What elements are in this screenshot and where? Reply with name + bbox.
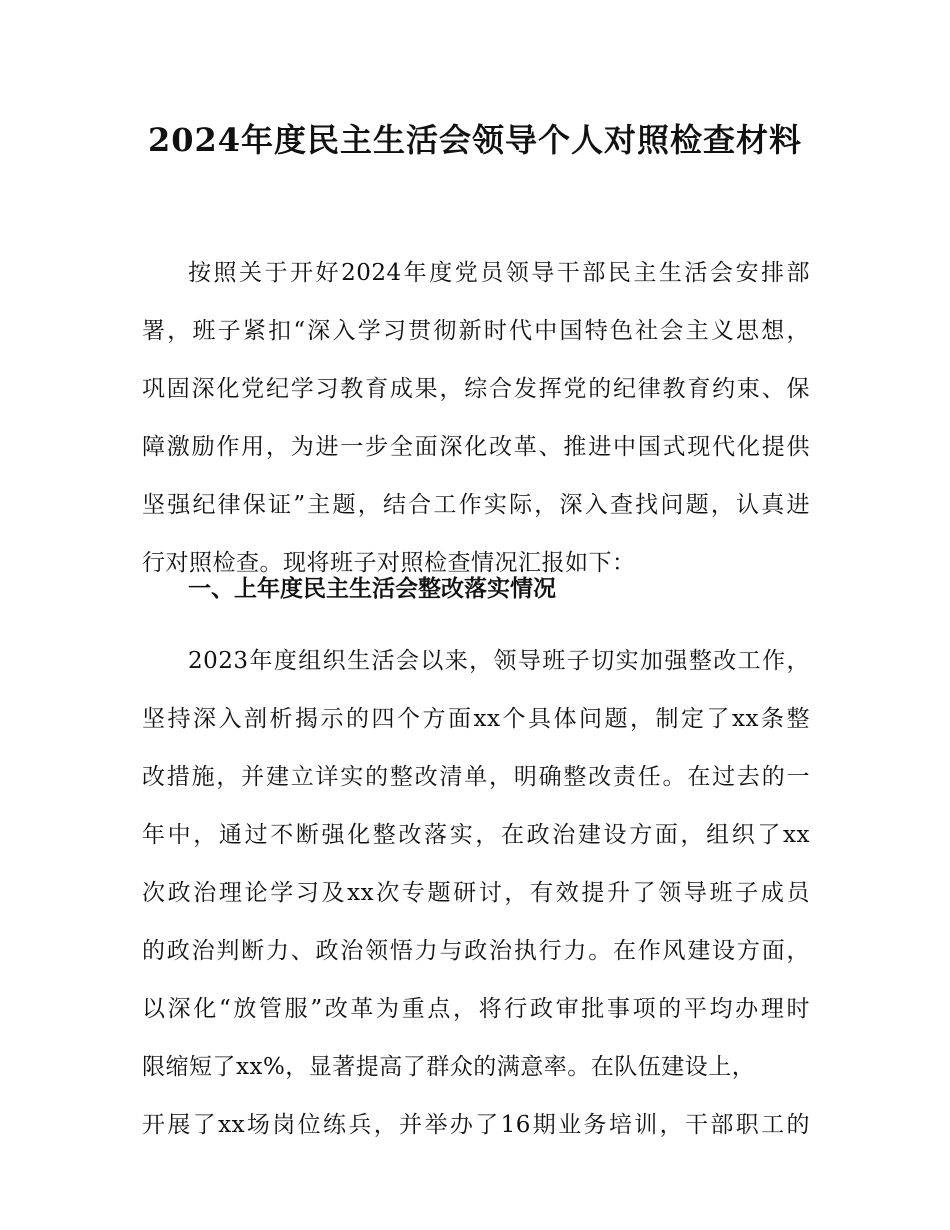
paragraph-line: 2023年度组织生活会以来，领导班子切实加强整改工作， [188,648,810,674]
paragraph-line: 坚持深入剖析揭示的四个方面xx个具体问题，制定了xx条整 [142,706,810,732]
section-heading: 一、上年度民主生活会整改落实情况 [188,576,556,602]
intro-line: 按照关于开好2024年度党员领导干部民主生活会安排部 [188,260,810,286]
paragraph-line: 限缩短了xx%，显著提高了群众的满意率。在队伍建设上， [142,1054,756,1080]
intro-line: 巩固深化党纪学习教育成果，综合发挥党的纪律教育约束、保 [142,376,810,402]
intro-line: 署，班子紧扣“深入学习贯彻新时代中国特色社会主义思想， [142,318,810,344]
document-title: 2024年度民主生活会领导个人对照检查材料 [147,121,803,159]
paragraph-line: 次政治理论学习及xx次专题研讨，有效提升了领导班子成员 [142,880,810,906]
section-paragraph [142,632,810,1154]
intro-line: 行对照检查。现将班子对照检查情况汇报如下： [142,550,636,576]
intro-line: 坚强纪律保证”主题，结合工作实际，深入查找问题，认真进 [142,492,810,518]
paragraph-line: 改措施，并建立详实的整改清单，明确整改责任。在过去的一 [142,764,810,790]
intro-paragraph [142,244,810,592]
intro-line: 障激励作用，为进一步全面深化改革、推进中国式现代化提供 [142,434,810,460]
paragraph-line: 的政治判断力、政治领悟力与政治执行力。在作风建设方面， [142,938,810,964]
paragraph-line: 年中，通过不断强化整改落实，在政治建设方面，组织了xx [142,822,810,848]
paragraph-line: 以深化“放管服”改革为重点，将行政审批事项的平均办理时 [142,996,810,1022]
paragraph-line: 开展了xx场岗位练兵，并举办了16期业务培训，干部职工的 [142,1112,810,1138]
